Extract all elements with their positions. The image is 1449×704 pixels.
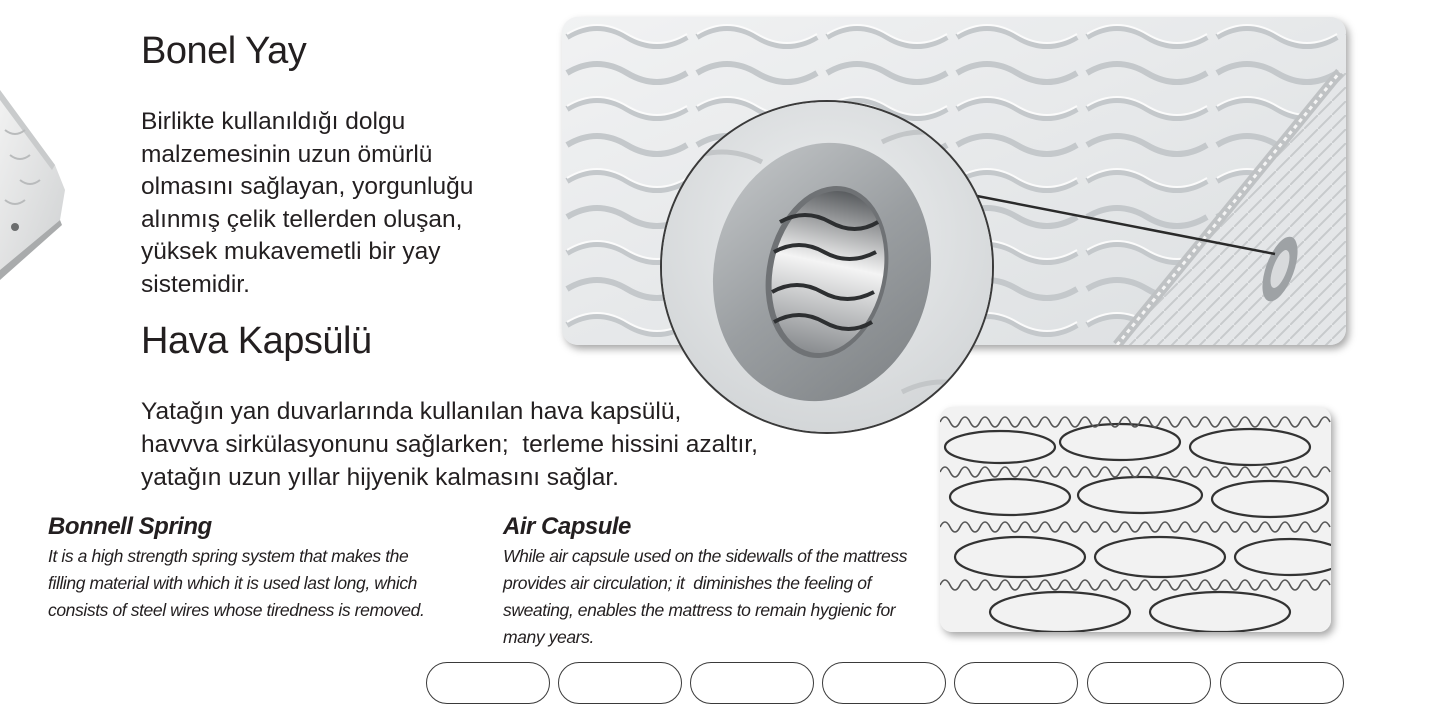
hava-kapsulu-title: Hava Kapsülü: [141, 320, 372, 362]
air-capsule-block: [503, 513, 907, 651]
bonnell-spring-block: [48, 513, 424, 624]
air-capsule-zoom: [660, 100, 994, 434]
bonel-line: Birlikte kullanıldığı dolgu: [141, 108, 406, 135]
bottom-tab-outline: [1220, 662, 1344, 704]
bonnell-line: It is a high strength spring system that makes the: [48, 546, 409, 566]
hava-line: Yatağın yan duvarlarında kullanılan hava kapsülü,: [141, 398, 682, 425]
zoom-connector-line: [975, 190, 1285, 270]
bottom-tab-outline: [954, 662, 1078, 704]
air-line: many years.: [503, 627, 594, 647]
bonel-yay-description: [141, 106, 473, 301]
bottom-tab-outline: [558, 662, 682, 704]
bottom-tab-outline: [690, 662, 814, 704]
bottom-tab-outline: [426, 662, 550, 704]
air-line: sweating, enables the mattress to remain hygienic for: [503, 600, 896, 620]
hava-line: yatağın uzun yıllar hijyenik kalmasını sağlar.: [141, 464, 619, 491]
air-capsule-vent-icon: [662, 102, 992, 432]
bonel-line: sistemidir.: [141, 270, 250, 298]
bonnell-line: filling material with which it is used last long, which: [48, 573, 417, 593]
air-line: provides air circulation; it diminishes the feeling of: [503, 573, 872, 593]
bottom-tab-outline: [822, 662, 946, 704]
bonnell-springs-photo: [940, 407, 1331, 632]
coil-springs-illustration: [940, 407, 1331, 632]
bonel-yay-title: Bonel Yay: [141, 30, 307, 72]
bonel-line: malzemesinin uzun ömürlü: [141, 140, 433, 168]
bonel-line: alınmış çelik tellerden oluşan,: [141, 205, 463, 233]
bonel-line: yüksek mukavemetli bir yay: [141, 238, 441, 265]
air-capsule-title: Air Capsule: [503, 513, 631, 540]
hava-kapsulu-description: [141, 395, 758, 494]
hava-line: havvva sirkülasyonunu sağlarken; terleme hissini azaltır,: [141, 431, 758, 458]
bonnell-spring-title: Bonnell Spring: [48, 513, 212, 540]
bonnell-line: consists of steel wires whose tiredness is removed.: [48, 600, 425, 620]
bottom-tab-outline: [1087, 662, 1211, 704]
air-line: While air capsule used on the sidewalls of the mattress: [503, 546, 908, 566]
mattress-corner-image: [0, 70, 80, 280]
bonel-line: olmasını sağlayan, yorgunluğu: [141, 173, 474, 200]
